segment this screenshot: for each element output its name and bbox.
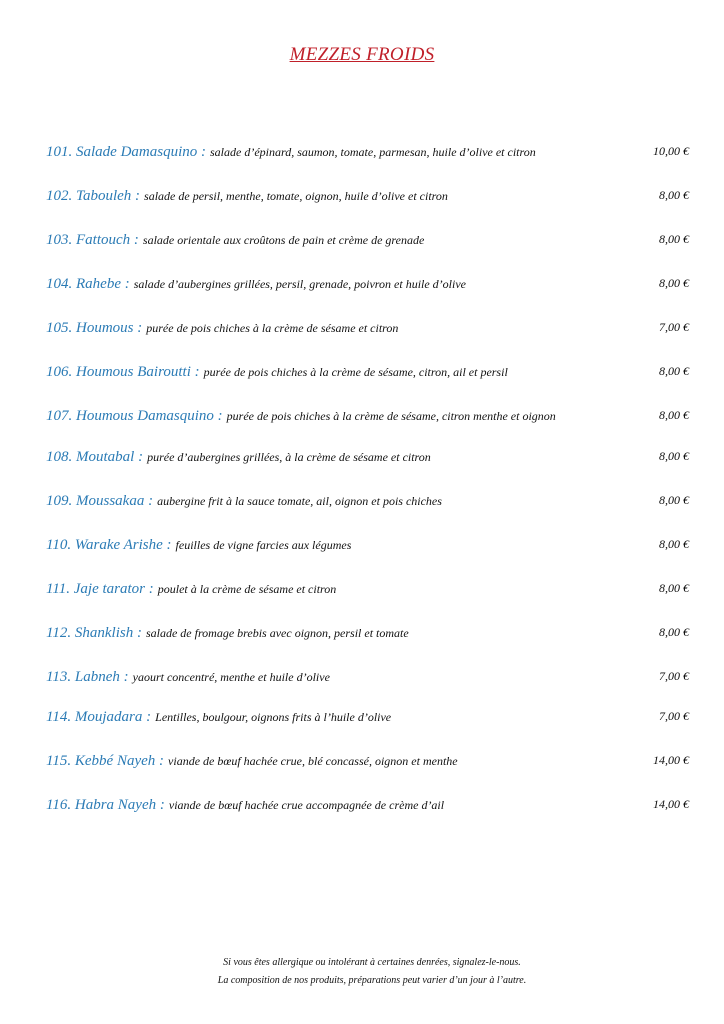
item-name: 114. Moujadara : bbox=[46, 709, 152, 725]
item-description: poulet à la crème de sésame et citron bbox=[157, 582, 337, 596]
item-description: salade d’aubergines grillées, persil, grenade, poivron et huile d’olive bbox=[133, 277, 467, 291]
item-price: 7,00 € bbox=[659, 320, 689, 334]
item-price: 8,00 € bbox=[659, 449, 689, 463]
item-description: purée d’aubergines grillées, à la crème de sésame et citron bbox=[147, 450, 431, 464]
item-name: 112. Shanklish : bbox=[46, 625, 142, 641]
item-name: 108. Moutabal : bbox=[46, 449, 144, 465]
item-description: salade de persil, menthe, tomate, oignon, huile d’olive et citron bbox=[144, 189, 448, 203]
item-description: Lentilles, boulgour, oignons frits à l’huile d’olive bbox=[155, 710, 392, 724]
item-price: 8,00 € bbox=[659, 493, 689, 507]
item-description: purée de pois chiches à la crème de sésame et citron bbox=[146, 321, 399, 335]
item-price: 8,00 € bbox=[659, 276, 689, 290]
item-name: 113. Labneh : bbox=[46, 669, 129, 685]
item-description: purée de pois chiches à la crème de sésame, citron menthe et oignon bbox=[226, 409, 556, 423]
menu-item bbox=[46, 580, 689, 600]
item-description: viande de bœuf hachée crue accompagnée de crème d’ail bbox=[168, 798, 445, 812]
item-price: 8,00 € bbox=[659, 537, 689, 551]
item-price: 14,00 € bbox=[653, 797, 689, 811]
item-description: purée de pois chiches à la crème de sésame, citron, ail et persil bbox=[203, 365, 508, 379]
item-description: feuilles de vigne farcies aux légumes bbox=[175, 538, 352, 552]
item-description: viande de bœuf hachée crue, blé concassé, oignon et menthe bbox=[168, 754, 458, 768]
item-name: 107. Houmous Damasquino : bbox=[46, 408, 223, 424]
item-name: 105. Houmous : bbox=[46, 320, 143, 336]
item-description: yaourt concentré, menthe et huile d’olive bbox=[132, 670, 330, 684]
item-name: 106. Houmous Bairoutti : bbox=[46, 364, 200, 380]
item-name: 115. Kebbé Nayeh : bbox=[46, 753, 165, 769]
menu-item bbox=[46, 624, 689, 644]
item-description: salade orientale aux croûtons de pain et crème de grenade bbox=[142, 233, 425, 247]
composition-note: La composition de nos produits, préparations peut varier d’un jour à l’autre. bbox=[217, 975, 527, 986]
item-price: 14,00 € bbox=[653, 753, 689, 767]
allergy-note: Si vous êtes allergique ou intolérant à certaines denrées, signalez-le-nous. bbox=[223, 957, 521, 968]
item-price: 7,00 € bbox=[659, 709, 689, 723]
menu-item bbox=[46, 143, 689, 163]
item-price: 8,00 € bbox=[659, 364, 689, 378]
item-name: 104. Rahebe : bbox=[46, 276, 130, 292]
item-name: 101. Salade Damasquino : bbox=[46, 144, 206, 160]
item-price: 8,00 € bbox=[659, 408, 689, 422]
item-name: 109. Moussakaa : bbox=[46, 493, 154, 509]
item-price: 7,00 € bbox=[659, 669, 689, 683]
page-title: MEZZES FROIDS bbox=[289, 44, 435, 65]
menu-item bbox=[46, 187, 689, 207]
item-name: 116. Habra Nayeh : bbox=[46, 797, 165, 813]
menu-item bbox=[46, 492, 689, 512]
item-name: 110. Warake Arishe : bbox=[46, 537, 172, 553]
item-name: 103. Fattouch : bbox=[46, 232, 139, 248]
item-name: 111. Jaje tarator : bbox=[46, 581, 154, 597]
item-price: 8,00 € bbox=[659, 188, 689, 202]
menu-item bbox=[46, 407, 689, 427]
item-price: 8,00 € bbox=[659, 232, 689, 246]
menu-item bbox=[46, 796, 689, 816]
item-price: 10,00 € bbox=[653, 144, 689, 158]
menu-item bbox=[46, 536, 689, 556]
item-description: aubergine frit à la sauce tomate, ail, oignon et pois chiches bbox=[157, 494, 442, 508]
menu-item bbox=[46, 752, 689, 772]
menu-item bbox=[46, 319, 689, 339]
item-price: 8,00 € bbox=[659, 581, 689, 595]
menu-item bbox=[46, 668, 689, 688]
item-price: 8,00 € bbox=[659, 625, 689, 639]
menu-item bbox=[46, 363, 689, 383]
menu-item bbox=[46, 448, 689, 468]
menu-item bbox=[46, 708, 689, 728]
item-description: salade de fromage brebis avec oignon, persil et tomate bbox=[145, 626, 409, 640]
menu-item bbox=[46, 275, 689, 295]
item-name: 102. Tabouleh : bbox=[46, 188, 141, 204]
item-description: salade d’épinard, saumon, tomate, parmesan, huile d’olive et citron bbox=[210, 145, 536, 159]
menu-item bbox=[46, 231, 689, 251]
